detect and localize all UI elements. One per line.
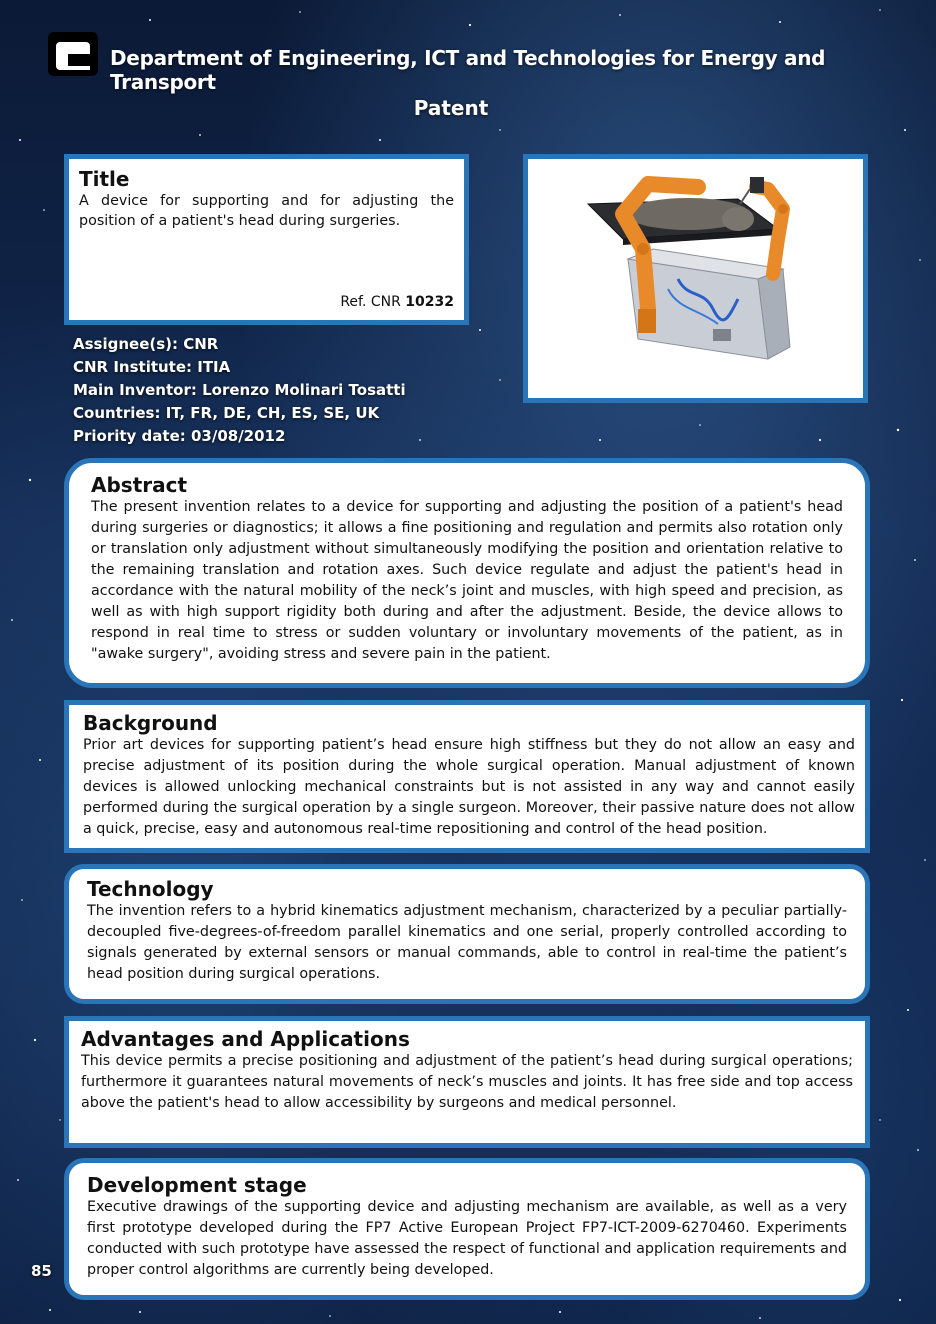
surgical-robot-illustration <box>528 159 863 398</box>
background-box <box>64 700 870 853</box>
abstract-box <box>64 458 870 688</box>
page-number: 85 <box>31 1262 52 1280</box>
countries: Countries: IT, FR, DE, CH, ES, SE, UK <box>73 404 380 422</box>
reference-number: 10232 <box>405 294 454 310</box>
title-box <box>64 154 469 325</box>
title-text: A device for supporting and for adjusting the position of a patient's head during surgeries. <box>79 193 454 229</box>
abstract-text: The present invention relates to a device for supporting and adjusting the position of a patient's head during surgeries or diagnostics; it allows a fine positioning and regulation and permits also rotation only or translation only adjustment without simultaneously modifying the position and orientation relative to the remaining translation and rotation axes. Such device regulate and adjust the patient's head in accordance with the natural mobility of the neck’s joint and muscles, with high speed and precision, as well as with high support rigidity both during and after the adjustment. Beside, the device allows to respond in real time to stress or sudden voluntary or involuntary movements of the patient, as in "awake surgery", avoiding stress and severe pain in the patient. <box>91 499 843 662</box>
reference-label: Ref. CNR <box>340 294 401 310</box>
advantages-heading: Advantages and Applications <box>81 1027 410 1051</box>
reference <box>340 294 454 310</box>
advantages-text: This device permits a precise positioning and adjustment of the patient’s head during surgical operations; furthermore it guarantees natural movements of neck’s muscles and joints. It has free side and top access above the patient's head to allow accessibility by surgeons and medical personnel. <box>81 1053 853 1111</box>
development-text: Executive drawings of the supporting device and adjusting mechanism are available, as well as a very first prototype developed during the FP7 Active European Project FP7-ICT-2009-6270460. Experiments conducted with such prototype have assessed the respect of functional and application requirements and proper control algorithms are currently being developed. <box>87 1199 847 1278</box>
development-box <box>64 1158 870 1300</box>
advantages-box <box>64 1016 870 1148</box>
department-title: Department of Engineering, ICT and Technologies for Energy and Transport <box>110 46 826 94</box>
main-inventor: Main Inventor: Lorenzo Molinari Tosatti <box>73 381 406 399</box>
abstract-heading: Abstract <box>91 473 188 497</box>
assignee: Assignee(s): CNR <box>73 335 219 353</box>
technology-text: The invention refers to a hybrid kinematics adjustment mechanism, characterized by a peculiar partially-decoupled five-degrees-of-freedom parallel kinematics and one serial, properly controlled according to signals generated by external sensors or manual commands, able to control in real-time the patient’s head position during surgical operations. <box>87 903 847 982</box>
section-label: Patent <box>413 96 489 120</box>
cnr-logo-icon <box>46 30 100 78</box>
background-text: Prior art devices for supporting patient’s head ensure high stiffness but they do not allow an easy and precise adjustment of its position during the whole surgical operation. Manual adjustment of known devices is allowed unlocking mechanical constraints but is not assisted in any way and cannot easily performed during the surgical operation by a single surgeon. Moreover, their passive nature does not allow a quick, precise, easy and autonomous real-time repositioning and control of the head position. <box>83 737 855 837</box>
technology-box <box>64 864 870 1004</box>
background-heading: Background <box>83 711 218 735</box>
technology-heading: Technology <box>87 877 214 901</box>
device-image-box <box>523 154 868 403</box>
patent-metadata <box>73 333 406 448</box>
cnr-institute: CNR Institute: ITIA <box>73 358 231 376</box>
priority-date: Priority date: 03/08/2012 <box>73 427 286 445</box>
development-heading: Development stage <box>87 1173 307 1197</box>
title-heading: Title <box>79 167 130 191</box>
